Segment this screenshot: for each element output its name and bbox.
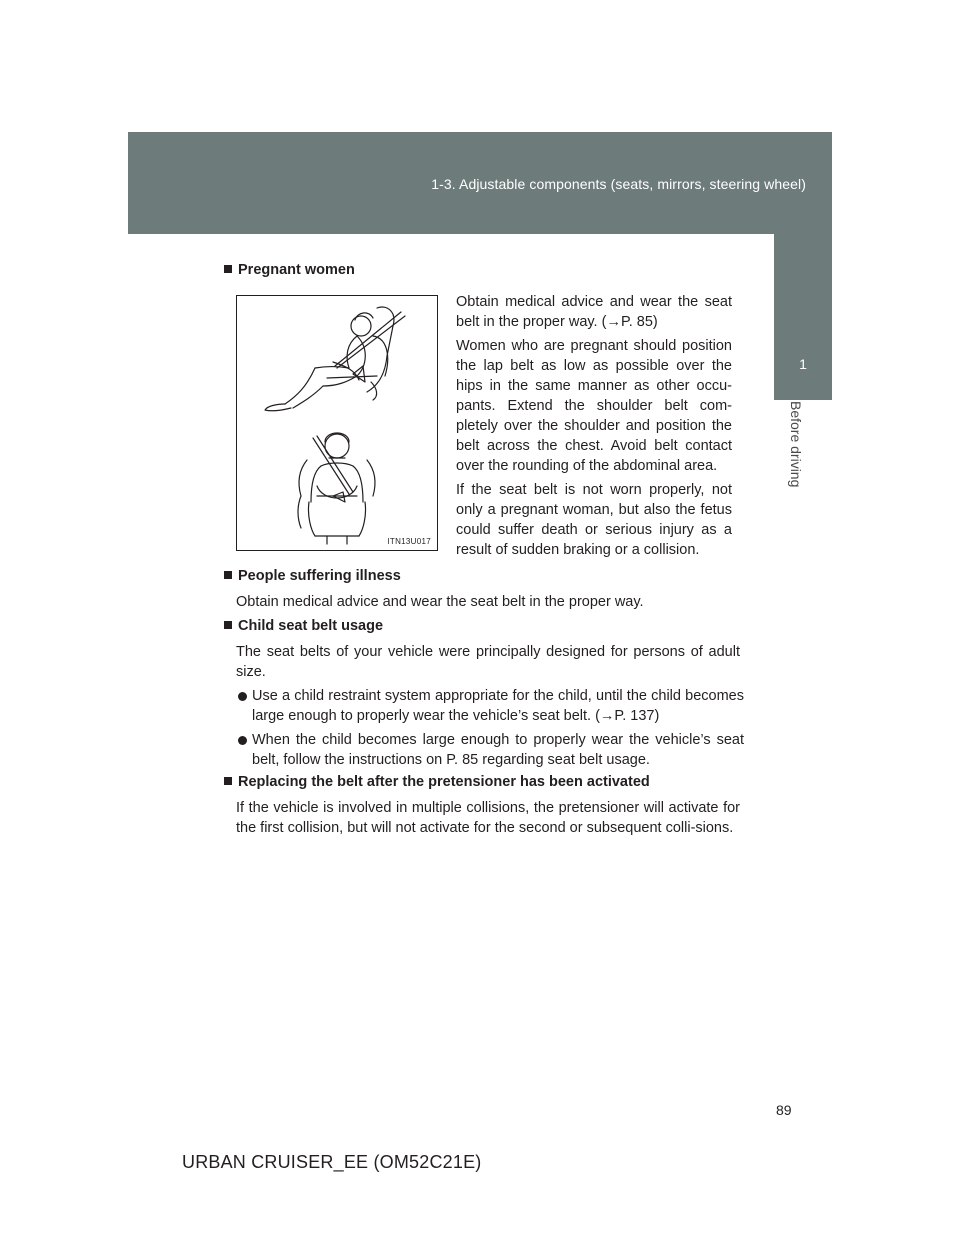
replacing-para: If the vehicle is involved in multiple collisions, the pretensioner will activate for the first collision, but will not activate for the second or subsequent colli-sions. (236, 800, 740, 836)
square-bullet-icon (224, 777, 232, 785)
child-bullet-2: When the child becomes large enough to properly wear the vehicle’s seat belt, follow the instructions on P. 85 regarding seat belt usage. (236, 730, 744, 770)
round-bullet-icon (238, 692, 247, 701)
section-title-illness: People suffering illness (224, 568, 401, 584)
chapter-label: Before driving (788, 401, 804, 488)
square-bullet-icon (224, 571, 232, 579)
section-title-pregnant: Pregnant women (224, 262, 355, 278)
page-number: 89 (776, 1102, 792, 1118)
pregnant-para-1: Obtain medical advice and wear the seat belt in the proper way. (→P. 85) (456, 294, 732, 330)
round-bullet-icon (238, 736, 247, 745)
child-para: The seat belts of your vehicle were principally designed for persons of adult size. (236, 644, 740, 680)
square-bullet-icon (224, 265, 232, 273)
header-title: 1-3. Adjustable components (seats, mirrors, steering wheel) (431, 176, 806, 192)
figure-code: ITN13U017 (387, 537, 431, 546)
section-title-child: Child seat belt usage (224, 618, 383, 634)
page-header (128, 132, 832, 234)
chapter-tab[interactable] (774, 336, 832, 400)
seatbelt-illustration-icon (237, 296, 437, 550)
footer-model: URBAN CRUISER_EE (OM52C21E) (182, 1152, 482, 1172)
pregnant-woman-illustration (236, 295, 438, 551)
chapter-number: 1 (799, 356, 807, 372)
illness-para: Obtain medical advice and wear the seat belt in the proper way. (236, 594, 644, 610)
pregnant-para-2: Women who are pregnant should position the lap belt as low as possible over the hips in the same manner as other occu-pants. Extend the shoulder belt com-pletely over the shoulder and position the belt across the chest. Avoid belt contact over the rounding of the abdominal area. (456, 338, 732, 474)
square-bullet-icon (224, 621, 232, 629)
side-strip-top (774, 234, 832, 336)
section-title-replacing: Replacing the belt after the pretensioner has been activated (224, 774, 650, 790)
pregnant-para-3: If the seat belt is not worn properly, not only a pregnant woman, but also the fetus could suffer death or serious injury as a result of sudden braking or a collision. (456, 482, 732, 558)
child-bullet-1: Use a child restraint system appropriate for the child, until the child becomes large enough to properly wear the vehicle’s seat belt. (→P. 137) (236, 686, 744, 726)
